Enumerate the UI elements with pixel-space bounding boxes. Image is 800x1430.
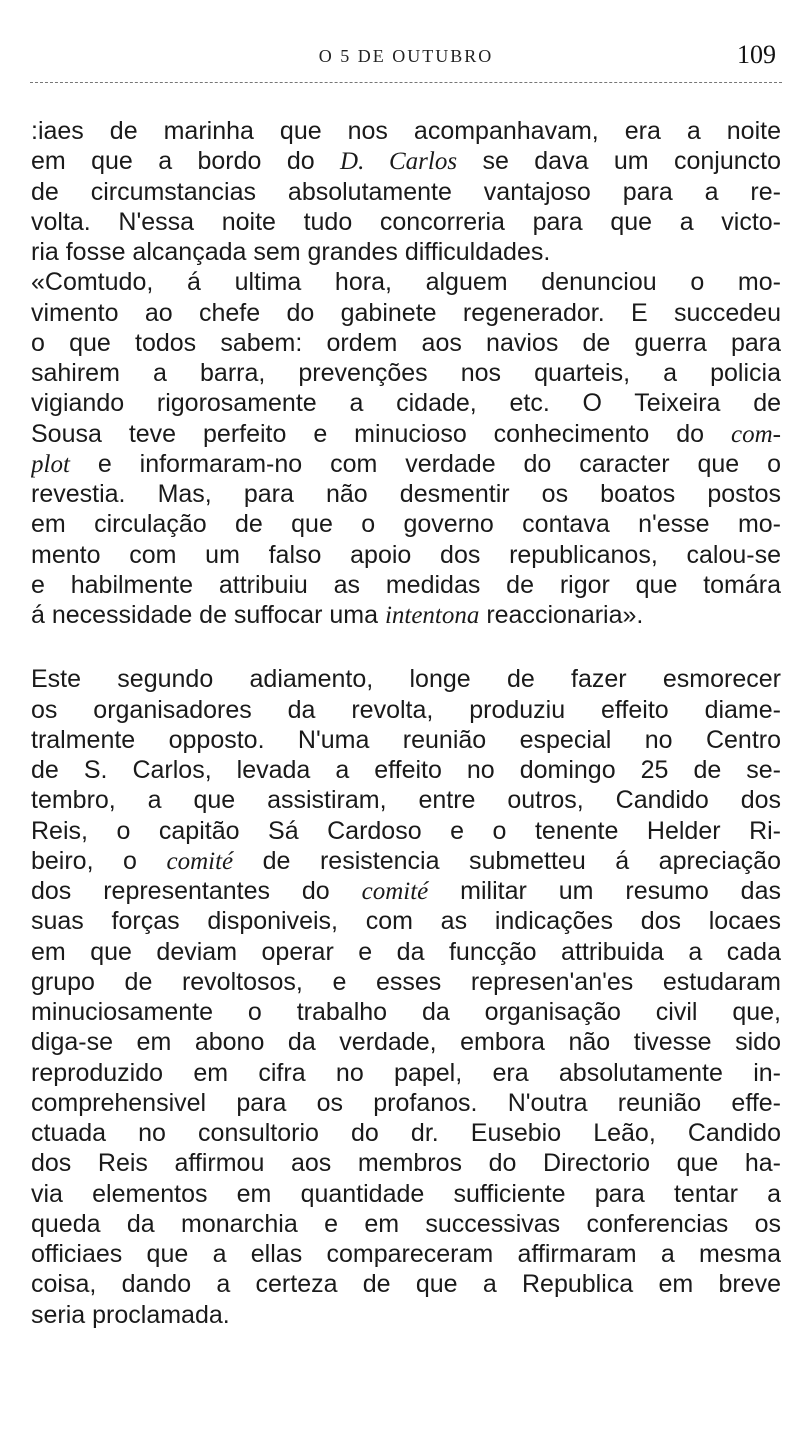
text-line — [31, 207, 781, 237]
text-segment: «Comtudo, á ultima hora, alguem denunciou o mo- — [31, 268, 781, 297]
text-line — [31, 479, 781, 509]
text-line — [31, 816, 781, 846]
text-line — [31, 509, 781, 539]
text-line — [31, 967, 781, 997]
text-segment: militar um resumo das — [428, 877, 781, 905]
text-line — [31, 146, 781, 176]
text-segment: e habilmente attribuiu as medidas de rigor que tomára — [31, 570, 781, 599]
text-line — [31, 1209, 781, 1239]
body-text — [31, 116, 781, 1330]
text-segment: os organisadores da revolta, produziu effeito diame- — [31, 695, 781, 724]
text-line — [31, 570, 781, 600]
text-segment: se dava um conjuncto — [457, 147, 781, 176]
text-line — [31, 755, 781, 785]
text-segment: em que a bordo do — [31, 147, 341, 176]
text-segment: coisa, dando a certeza de que a Republica em breve — [31, 1270, 781, 1299]
text-line — [31, 1088, 781, 1118]
text-line — [31, 298, 781, 328]
text-segment: beiro, o — [31, 846, 167, 875]
text-line — [31, 785, 781, 815]
running-title: O 5 DE OUTUBRO — [318, 46, 494, 66]
italic-text: plot — [31, 450, 70, 478]
text-segment: suas forças disponiveis, com as indicações dos locaes — [31, 907, 781, 936]
text-line — [31, 237, 781, 267]
text-segment: e informaram-no com verdade do caracter que o — [69, 449, 781, 478]
text-line — [31, 997, 781, 1027]
text-segment: á necessidade de suffocar uma — [31, 601, 385, 629]
text-segment: :iaes de marinha que nos acompanhavam, era a noite — [31, 117, 781, 145]
text-segment: em circulação de que o governo contava n'esse mo- — [31, 510, 781, 539]
text-segment: Sousa teve perfeito e minucioso conhecimento do — [31, 419, 732, 448]
text-segment: Reis, o capitão Sá Cardoso e o tenente Helder Ri- — [31, 816, 781, 845]
text-segment: ctuada no consultorio do dr. Eusebio Leão, Candido — [31, 1119, 781, 1147]
text-line — [31, 267, 781, 297]
text-segment: tralmente opposto. N'uma reunião especial no Centro — [31, 725, 781, 754]
text-line — [31, 388, 781, 418]
text-segment: reaccionaria». — [479, 601, 644, 629]
text-line — [31, 419, 781, 449]
italic-text: comité — [361, 878, 429, 905]
text-segment: dos Reis affirmou aos membros do Directorio que ha- — [31, 1149, 781, 1178]
text-segment: de S. Carlos, levada a effeito no domingo 25 de se- — [31, 756, 781, 784]
text-line — [31, 937, 781, 967]
paragraph — [31, 116, 781, 630]
text-segment: de resistencia submetteu á apreciação — [233, 846, 781, 875]
text-segment: via elementos em quantidade sufficiente para tentar a — [31, 1179, 781, 1208]
text-line — [31, 906, 781, 936]
text-line — [31, 177, 781, 207]
text-segment: de circumstancias absolutamente vantajoso para a re- — [31, 177, 781, 206]
text-line — [31, 1058, 781, 1088]
italic-text: com- — [731, 420, 781, 448]
text-segment: minuciosamente o trabalho da organisação civil que, — [31, 998, 781, 1026]
text-line — [31, 664, 781, 694]
text-line — [31, 1118, 781, 1148]
page-number: 109 — [737, 40, 776, 69]
text-line — [31, 846, 781, 876]
text-segment: Este segundo adiamento, longe de fazer esmorecer — [31, 665, 781, 694]
italic-text: comité — [166, 847, 234, 875]
text-line — [31, 358, 781, 388]
text-segment: queda da monarchia e em successivas conferencias os — [31, 1209, 781, 1238]
text-segment: grupo de revoltosos, e esses represen'an'es estudaram — [31, 967, 781, 996]
text-line — [31, 116, 781, 146]
text-segment: dos representantes do — [31, 877, 362, 905]
text-segment: tembro, a que assistiram, entre outros, Candido dos — [31, 786, 781, 815]
text-segment: seria proclamada. — [31, 1300, 230, 1329]
text-line — [31, 876, 781, 906]
text-segment: revestia. Mas, para não desmentir os boatos postos — [31, 480, 781, 508]
paragraph-gap — [31, 630, 781, 664]
text-line — [31, 1148, 781, 1178]
text-line — [31, 1239, 781, 1269]
italic-text: intentona — [384, 602, 480, 629]
text-segment: comprehensivel para os profanos. N'outra reunião effe- — [31, 1088, 781, 1117]
text-line — [31, 600, 781, 630]
text-line — [31, 449, 781, 479]
italic-text: D. Carlos — [340, 148, 458, 176]
text-segment: volta. N'essa noite tudo concorreria para que a victo- — [31, 207, 781, 236]
text-line — [31, 1179, 781, 1209]
text-segment: ria fosse alcançada sem grandes difficuldades. — [31, 238, 551, 266]
text-segment: em que deviam operar e da funcção attribuida a cada — [31, 937, 781, 966]
header-rule — [30, 82, 782, 83]
paragraph — [31, 664, 781, 1330]
text-segment: o que todos sabem: ordem aos navios de guerra para — [31, 328, 781, 357]
text-line — [31, 725, 781, 755]
text-segment: sahirem a barra, prevenções nos quarteis, a policia — [31, 359, 781, 387]
page-header — [30, 40, 782, 78]
text-segment: reproduzido em cifra no papel, era absolutamente in- — [31, 1058, 781, 1087]
text-segment: vigiando rigorosamente a cidade, etc. O Teixeira de — [31, 389, 781, 418]
text-line — [31, 1027, 781, 1057]
text-line — [31, 1269, 781, 1299]
text-line — [31, 695, 781, 725]
text-segment: diga-se em abono da verdade, embora não tivesse sido — [31, 1028, 781, 1057]
text-line — [31, 1300, 781, 1330]
text-segment: vimento ao chefe do gabinete regenerador. E succedeu — [31, 298, 781, 327]
text-segment: officiaes que a ellas compareceram affirmaram a mesma — [31, 1240, 781, 1268]
text-segment: mento com um falso apoio dos republicanos, calou-se — [31, 540, 781, 569]
text-line — [31, 328, 781, 358]
text-line — [31, 540, 781, 570]
